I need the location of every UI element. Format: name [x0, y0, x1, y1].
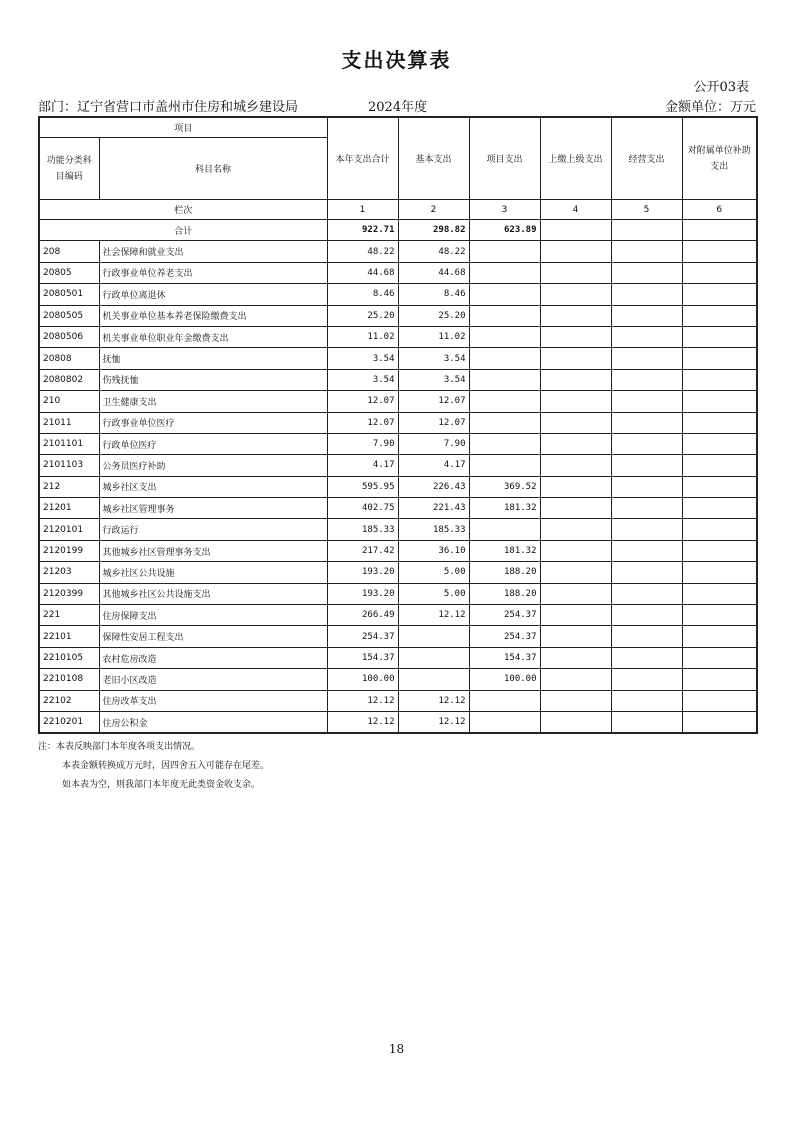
row-project-cell — [469, 519, 540, 540]
row-subsidiary-cell — [682, 305, 757, 326]
table-row — [39, 241, 757, 262]
table-row — [39, 669, 757, 690]
unit-label: 金额单位：万元 — [664, 100, 756, 115]
row-upper-cell — [540, 284, 611, 305]
year-label: 2024年度 — [368, 100, 428, 115]
department-label: 部门：辽宁省营口市盖州市住房和城乡建设局 — [38, 100, 299, 115]
row-operating-cell — [611, 605, 682, 626]
row-project-cell — [469, 455, 540, 476]
row-total-cell: 193.20 — [327, 562, 398, 583]
row-code-cell: 21011 — [39, 412, 99, 433]
row-project-cell — [469, 262, 540, 283]
note-line: 如本表为空，则我部门本年度无此类资金收支余。 — [62, 780, 261, 790]
row-name-cell: 卫生健康支出 — [99, 391, 327, 412]
row-upper-cell — [540, 647, 611, 668]
row-upper-cell — [540, 519, 611, 540]
row-basic-cell: 11.02 — [398, 326, 469, 347]
row-name-cell: 住房改革支出 — [99, 690, 327, 711]
table-row — [39, 711, 757, 733]
header-basic: 基本支出 — [398, 117, 469, 200]
row-code-cell: 210 — [39, 391, 99, 412]
row-operating-cell — [611, 305, 682, 326]
row-name-cell: 行政事业单位养老支出 — [99, 262, 327, 283]
row-project-cell — [469, 348, 540, 369]
row-code-cell: 20805 — [39, 262, 99, 283]
expenditure-table — [38, 116, 758, 734]
row-project-cell: 154.37 — [469, 647, 540, 668]
table-row — [39, 284, 757, 305]
row-upper-cell — [540, 369, 611, 390]
row-upper-cell — [540, 540, 611, 561]
row-basic-cell: 226.43 — [398, 476, 469, 497]
row-basic-cell: 12.12 — [398, 690, 469, 711]
row-code-cell: 2120199 — [39, 540, 99, 561]
row-upper-cell — [540, 605, 611, 626]
row-total-cell: 193.20 — [327, 583, 398, 604]
row-code-cell: 2120101 — [39, 519, 99, 540]
row-operating-cell — [611, 391, 682, 412]
row-project-cell: 369.52 — [469, 476, 540, 497]
row-name-cell: 住房保障支出 — [99, 605, 327, 626]
row-total-cell: 11.02 — [327, 326, 398, 347]
page-number: 18 — [388, 1042, 405, 1056]
row-subsidiary-cell — [682, 605, 757, 626]
row-name-cell: 住房公积金 — [99, 711, 327, 733]
row-basic-cell: 12.12 — [398, 711, 469, 733]
row-operating-cell — [611, 647, 682, 668]
row-basic-cell: 12.07 — [398, 412, 469, 433]
row-operating-cell — [611, 540, 682, 561]
header-code: 功能分类科目编码 — [39, 138, 99, 200]
row-subsidiary-cell — [682, 284, 757, 305]
row-basic-cell: 12.07 — [398, 391, 469, 412]
table-row — [39, 326, 757, 347]
table-row — [39, 412, 757, 433]
row-project-cell — [469, 326, 540, 347]
table-row — [39, 455, 757, 476]
total-basic-cell: 298.82 — [398, 220, 469, 241]
total-project-cell: 623.89 — [469, 220, 540, 241]
row-subsidiary-cell — [682, 647, 757, 668]
row-upper-cell — [540, 669, 611, 690]
row-subsidiary-cell — [682, 476, 757, 497]
note-line: 本表金额转换成万元时，因四舍五入可能存在尾差。 — [62, 761, 270, 771]
row-code-cell: 221 — [39, 605, 99, 626]
row-name-cell: 机关事业单位基本养老保险缴费支出 — [99, 305, 327, 326]
row-code-cell: 2080501 — [39, 284, 99, 305]
row-subsidiary-cell — [682, 433, 757, 454]
row-basic-cell — [398, 626, 469, 647]
row-subsidiary-cell — [682, 540, 757, 561]
table-row — [39, 369, 757, 390]
row-basic-cell: 44.68 — [398, 262, 469, 283]
row-operating-cell — [611, 583, 682, 604]
col-number: 5 — [611, 200, 682, 220]
header-project-exp: 项目支出 — [469, 117, 540, 200]
table-row — [39, 647, 757, 668]
row-total-cell: 12.07 — [327, 391, 398, 412]
row-code-cell: 22102 — [39, 690, 99, 711]
row-project-cell — [469, 241, 540, 262]
row-code-cell: 2101103 — [39, 455, 99, 476]
row-upper-cell — [540, 433, 611, 454]
row-basic-cell: 5.00 — [398, 562, 469, 583]
row-subsidiary-cell — [682, 412, 757, 433]
total-operating-cell — [611, 220, 682, 241]
row-code-cell: 21203 — [39, 562, 99, 583]
row-name-cell: 抚恤 — [99, 348, 327, 369]
row-name-cell: 城乡社区公共设施 — [99, 562, 327, 583]
row-project-cell: 254.37 — [469, 626, 540, 647]
row-operating-cell — [611, 433, 682, 454]
notes — [38, 738, 269, 795]
row-total-cell: 254.37 — [327, 626, 398, 647]
row-total-cell: 8.46 — [327, 284, 398, 305]
row-subsidiary-cell — [682, 241, 757, 262]
row-code-cell: 2120399 — [39, 583, 99, 604]
row-basic-cell: 221.43 — [398, 498, 469, 519]
row-basic-cell: 8.46 — [398, 284, 469, 305]
table-row — [39, 626, 757, 647]
row-basic-cell: 3.54 — [398, 369, 469, 390]
row-name-cell: 城乡社区管理事务 — [99, 498, 327, 519]
row-upper-cell — [540, 326, 611, 347]
row-subsidiary-cell — [682, 326, 757, 347]
row-basic-cell — [398, 647, 469, 668]
table-row — [39, 540, 757, 561]
row-name-cell: 伤残抚恤 — [99, 369, 327, 390]
row-basic-cell: 3.54 — [398, 348, 469, 369]
row-name-cell: 行政运行 — [99, 519, 327, 540]
table-row — [39, 562, 757, 583]
row-total-cell: 7.90 — [327, 433, 398, 454]
header-operating: 经营支出 — [611, 117, 682, 200]
col-number: 3 — [469, 200, 540, 220]
row-name-cell: 保障性安居工程支出 — [99, 626, 327, 647]
row-basic-cell: 12.12 — [398, 605, 469, 626]
row-operating-cell — [611, 562, 682, 583]
row-operating-cell — [611, 412, 682, 433]
row-upper-cell — [540, 241, 611, 262]
row-basic-cell: 25.20 — [398, 305, 469, 326]
row-subsidiary-cell — [682, 562, 757, 583]
row-subsidiary-cell — [682, 690, 757, 711]
row-name-cell: 其他城乡社区管理事务支出 — [99, 540, 327, 561]
row-name-cell: 公务员医疗补助 — [99, 455, 327, 476]
row-upper-cell — [540, 455, 611, 476]
row-total-cell: 595.95 — [327, 476, 398, 497]
col-number: 1 — [327, 200, 398, 220]
table-row — [39, 476, 757, 497]
row-subsidiary-cell — [682, 455, 757, 476]
row-total-cell: 3.54 — [327, 369, 398, 390]
meta-line — [38, 96, 756, 114]
row-upper-cell — [540, 262, 611, 283]
row-project-cell — [469, 391, 540, 412]
table-row — [39, 690, 757, 711]
row-project-cell: 100.00 — [469, 669, 540, 690]
row-subsidiary-cell — [682, 348, 757, 369]
row-basic-cell: 7.90 — [398, 433, 469, 454]
row-project-cell — [469, 369, 540, 390]
row-project-cell — [469, 433, 540, 454]
row-basic-cell — [398, 669, 469, 690]
row-project-cell — [469, 711, 540, 733]
row-operating-cell — [611, 690, 682, 711]
header-upper: 上缴上级支出 — [540, 117, 611, 200]
row-name-cell: 行政单位离退休 — [99, 284, 327, 305]
row-name-cell: 其他城乡社区公共设施支出 — [99, 583, 327, 604]
row-subsidiary-cell — [682, 519, 757, 540]
row-basic-cell: 185.33 — [398, 519, 469, 540]
table-row — [39, 519, 757, 540]
row-total-cell: 185.33 — [327, 519, 398, 540]
header-name: 科目名称 — [99, 138, 327, 200]
row-operating-cell — [611, 519, 682, 540]
row-total-cell: 266.49 — [327, 605, 398, 626]
row-total-cell: 12.12 — [327, 711, 398, 733]
table-row — [39, 262, 757, 283]
row-subsidiary-cell — [682, 711, 757, 733]
row-total-cell: 100.00 — [327, 669, 398, 690]
header-lanci: 栏次 — [39, 200, 327, 220]
row-code-cell: 208 — [39, 241, 99, 262]
page-title: 支出决算表 — [341, 48, 452, 72]
row-operating-cell — [611, 455, 682, 476]
row-code-cell: 2080505 — [39, 305, 99, 326]
row-upper-cell — [540, 391, 611, 412]
row-operating-cell — [611, 262, 682, 283]
row-code-cell: 20808 — [39, 348, 99, 369]
row-name-cell: 城乡社区支出 — [99, 476, 327, 497]
total-subsidiary-cell — [682, 220, 757, 241]
row-basic-cell: 4.17 — [398, 455, 469, 476]
row-code-cell: 2210201 — [39, 711, 99, 733]
row-operating-cell — [611, 348, 682, 369]
row-project-cell — [469, 412, 540, 433]
table-row — [39, 498, 757, 519]
row-code-cell: 212 — [39, 476, 99, 497]
row-code-cell: 22101 — [39, 626, 99, 647]
row-subsidiary-cell — [682, 669, 757, 690]
row-operating-cell — [611, 326, 682, 347]
total-upper-cell — [540, 220, 611, 241]
header-total: 本年支出合计 — [327, 117, 398, 200]
row-operating-cell — [611, 284, 682, 305]
row-project-cell: 188.20 — [469, 583, 540, 604]
row-basic-cell: 5.00 — [398, 583, 469, 604]
row-subsidiary-cell — [682, 498, 757, 519]
row-operating-cell — [611, 626, 682, 647]
row-upper-cell — [540, 476, 611, 497]
row-total-cell: 3.54 — [327, 348, 398, 369]
row-code-cell: 2210105 — [39, 647, 99, 668]
row-total-cell: 4.17 — [327, 455, 398, 476]
row-upper-cell — [540, 305, 611, 326]
table-row — [39, 391, 757, 412]
row-project-cell: 181.32 — [469, 498, 540, 519]
row-name-cell: 行政单位医疗 — [99, 433, 327, 454]
row-project-cell: 181.32 — [469, 540, 540, 561]
row-operating-cell — [611, 711, 682, 733]
row-subsidiary-cell — [682, 583, 757, 604]
note-line: 注：本表反映部门本年度各项支出情况。 — [38, 742, 201, 752]
col-number: 2 — [398, 200, 469, 220]
row-project-cell — [469, 305, 540, 326]
form-number: 公开03表 — [693, 80, 749, 95]
total-cell: 922.71 — [327, 220, 398, 241]
row-upper-cell — [540, 348, 611, 369]
table-row — [39, 583, 757, 604]
total-row — [39, 220, 757, 241]
row-total-cell: 154.37 — [327, 647, 398, 668]
row-total-cell: 402.75 — [327, 498, 398, 519]
row-operating-cell — [611, 476, 682, 497]
row-project-cell: 254.37 — [469, 605, 540, 626]
row-total-cell: 25.20 — [327, 305, 398, 326]
row-subsidiary-cell — [682, 369, 757, 390]
header-project: 项目 — [39, 117, 327, 138]
row-code-cell: 2080506 — [39, 326, 99, 347]
row-code-cell: 2080802 — [39, 369, 99, 390]
row-upper-cell — [540, 562, 611, 583]
row-upper-cell — [540, 711, 611, 733]
row-total-cell: 12.12 — [327, 690, 398, 711]
row-name-cell: 农村危房改造 — [99, 647, 327, 668]
col-number: 4 — [540, 200, 611, 220]
table-row — [39, 348, 757, 369]
table-row — [39, 433, 757, 454]
row-subsidiary-cell — [682, 391, 757, 412]
row-total-cell: 217.42 — [327, 540, 398, 561]
table-row — [39, 605, 757, 626]
row-project-cell: 188.20 — [469, 562, 540, 583]
row-upper-cell — [540, 412, 611, 433]
row-operating-cell — [611, 498, 682, 519]
row-name-cell: 机关事业单位职业年金缴费支出 — [99, 326, 327, 347]
row-upper-cell — [540, 690, 611, 711]
row-upper-cell — [540, 498, 611, 519]
row-code-cell: 2210108 — [39, 669, 99, 690]
row-upper-cell — [540, 626, 611, 647]
row-project-cell — [469, 284, 540, 305]
row-name-cell: 社会保障和就业支出 — [99, 241, 327, 262]
table-row — [39, 305, 757, 326]
row-total-cell: 44.68 — [327, 262, 398, 283]
row-operating-cell — [611, 669, 682, 690]
row-total-cell: 12.07 — [327, 412, 398, 433]
row-total-cell: 48.22 — [327, 241, 398, 262]
row-basic-cell: 48.22 — [398, 241, 469, 262]
row-upper-cell — [540, 583, 611, 604]
row-subsidiary-cell — [682, 626, 757, 647]
row-basic-cell: 36.10 — [398, 540, 469, 561]
row-operating-cell — [611, 241, 682, 262]
col-number: 6 — [682, 200, 757, 220]
row-code-cell: 21201 — [39, 498, 99, 519]
row-project-cell — [469, 690, 540, 711]
row-code-cell: 2101101 — [39, 433, 99, 454]
total-label: 合计 — [39, 220, 327, 241]
row-operating-cell — [611, 369, 682, 390]
row-name-cell: 行政事业单位医疗 — [99, 412, 327, 433]
header-subsidiary: 对附属单位补助支出 — [682, 117, 757, 200]
row-subsidiary-cell — [682, 262, 757, 283]
row-name-cell: 老旧小区改造 — [99, 669, 327, 690]
